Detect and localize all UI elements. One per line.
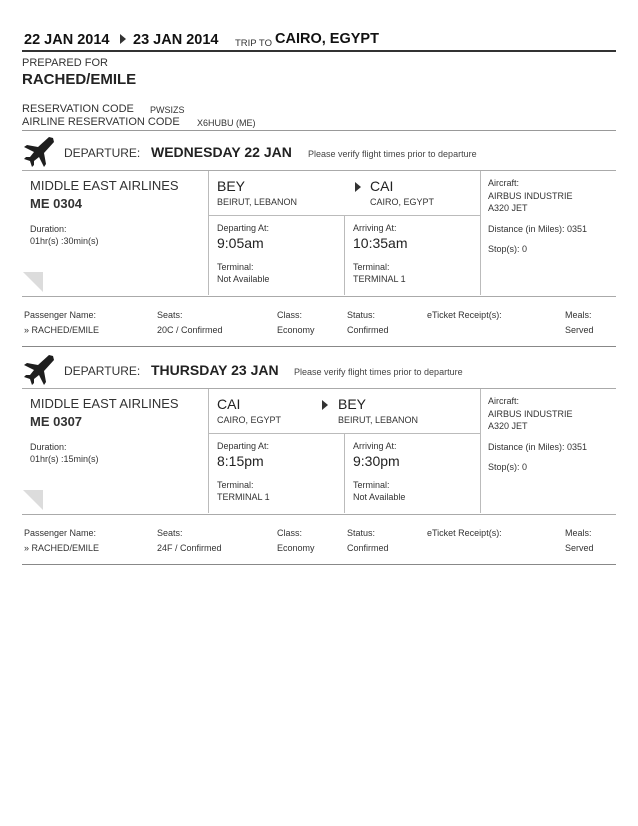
reservation-code-label: RESERVATION CODE <box>22 103 134 115</box>
departing-label: Departing At: <box>217 223 270 233</box>
duration-label: Duration: <box>30 442 67 452</box>
departing-terminal-label: Terminal: <box>217 480 254 490</box>
meals-label: Meals: <box>565 528 592 538</box>
aircraft-line1: AIRBUS INDUSTRIE <box>488 191 573 201</box>
distance: Distance (in Miles): 0351 <box>488 442 588 452</box>
departing-terminal-label: Terminal: <box>217 262 254 272</box>
airline-reservation-code-label: AIRLINE RESERVATION CODE <box>22 116 180 128</box>
departure-note: Please verify flight times prior to departure <box>308 149 477 159</box>
passenger-name-label: Passenger Name: <box>24 528 97 538</box>
arriving-time: 10:35am <box>353 235 408 251</box>
stops: Stop(s): 0 <box>488 462 528 472</box>
arriving-label: Arriving At: <box>353 223 397 233</box>
section-rule <box>22 564 616 565</box>
departure-day: THURSDAY 23 JAN <box>151 362 279 378</box>
departing-time: 8:15pm <box>217 453 264 469</box>
departure-label: DEPARTURE: <box>64 146 141 160</box>
section-rule <box>22 346 616 347</box>
arriving-time: 9:30pm <box>353 453 400 469</box>
passenger-name: » RACHED/EMILE <box>24 325 100 335</box>
seats-value: 24F / Confirmed <box>157 543 222 553</box>
trip-destination: CAIRO, EGYPT <box>275 31 379 47</box>
trip-end-date: 23 JAN 2014 <box>133 32 219 48</box>
duration-value: 01hr(s) :15min(s) <box>30 454 99 464</box>
reservation-rule <box>22 130 616 131</box>
prepared-for-label: PREPARED FOR <box>22 57 108 69</box>
corner-fold-icon <box>23 490 43 510</box>
flight-box-divider <box>344 433 345 513</box>
trip-to-label: TRIP TO <box>235 38 272 49</box>
arriving-terminal-label: Terminal: <box>353 262 390 272</box>
arrow-right-icon <box>322 400 328 410</box>
stops: Stop(s): 0 <box>488 244 528 254</box>
passenger-name-label: Passenger Name: <box>24 310 97 320</box>
class-value: Economy <box>277 325 315 335</box>
passenger-name: » RACHED/EMILE <box>24 543 100 553</box>
trip-start-date: 22 JAN 2014 <box>24 32 110 48</box>
airline-reservation-code: X6HUBU (ME) <box>197 118 256 128</box>
arriving-label: Arriving At: <box>353 441 397 451</box>
flight-box-divider <box>208 171 209 295</box>
seats-label: Seats: <box>157 528 183 538</box>
arriving-terminal: TERMINAL 1 <box>353 274 406 284</box>
class-label: Class: <box>277 310 303 320</box>
origin-code: CAI <box>217 396 241 412</box>
passenger-full-name: RACHED/EMILE <box>22 71 137 88</box>
arriving-terminal: Not Available <box>353 492 406 502</box>
flight-number: ME 0304 <box>30 196 83 211</box>
flight-number: ME 0307 <box>30 414 83 429</box>
origin-city: BEIRUT, LEBANON <box>217 197 298 207</box>
flight-box-divider <box>480 389 481 513</box>
duration-value: 01hr(s) :30min(s) <box>30 236 99 246</box>
class-label: Class: <box>277 528 303 538</box>
meals-value: Served <box>565 325 594 335</box>
header-rule <box>22 50 616 52</box>
status-label: Status: <box>347 528 376 538</box>
eticket-label: eTicket Receipt(s): <box>427 528 502 538</box>
flight-box-divider <box>208 389 209 513</box>
aircraft-line1: AIRBUS INDUSTRIE <box>488 409 573 419</box>
duration-label: Duration: <box>30 224 67 234</box>
eticket-label: eTicket Receipt(s): <box>427 310 502 320</box>
origin-code: BEY <box>217 178 246 194</box>
flight-box-divider <box>480 171 481 295</box>
status-label: Status: <box>347 310 376 320</box>
departure-note: Please verify flight times prior to departure <box>294 367 463 377</box>
arrow-right-icon <box>120 34 126 44</box>
flight-box-divider <box>344 215 345 295</box>
corner-fold-icon <box>23 272 43 292</box>
departing-label: Departing At: <box>217 441 270 451</box>
aircraft-label: Aircraft: <box>488 178 520 188</box>
departure-label: DEPARTURE: <box>64 364 141 378</box>
departure-day: WEDNESDAY 22 JAN <box>151 144 292 160</box>
airplane-icon <box>22 352 56 386</box>
destination-code: CAI <box>370 178 394 194</box>
meals-label: Meals: <box>565 310 592 320</box>
class-value: Economy <box>277 543 315 553</box>
arriving-terminal-label: Terminal: <box>353 480 390 490</box>
destination-code: BEY <box>338 396 367 412</box>
distance: Distance (in Miles): 0351 <box>488 224 588 234</box>
destination-city: BEIRUT, LEBANON <box>338 415 419 425</box>
aircraft-line2: A320 JET <box>488 421 528 431</box>
meals-value: Served <box>565 543 594 553</box>
flight-box-divider <box>208 433 480 434</box>
arrow-right-icon <box>355 182 361 192</box>
departing-time: 9:05am <box>217 235 264 251</box>
aircraft-label: Aircraft: <box>488 396 520 406</box>
departing-terminal: TERMINAL 1 <box>217 492 270 502</box>
airline-name: MIDDLE EAST AIRLINES <box>30 178 179 193</box>
departing-terminal: Not Available <box>217 274 270 284</box>
airplane-icon <box>22 134 56 168</box>
origin-city: CAIRO, EGYPT <box>217 415 282 425</box>
flight-box-divider <box>208 215 480 216</box>
airline-name: MIDDLE EAST AIRLINES <box>30 396 179 411</box>
status-value: Confirmed <box>347 325 389 335</box>
aircraft-line2: A320 JET <box>488 203 528 213</box>
destination-city: CAIRO, EGYPT <box>370 197 435 207</box>
seats-label: Seats: <box>157 310 183 320</box>
status-value: Confirmed <box>347 543 389 553</box>
seats-value: 20C / Confirmed <box>157 325 223 335</box>
reservation-code: PWSIZS <box>150 105 185 115</box>
